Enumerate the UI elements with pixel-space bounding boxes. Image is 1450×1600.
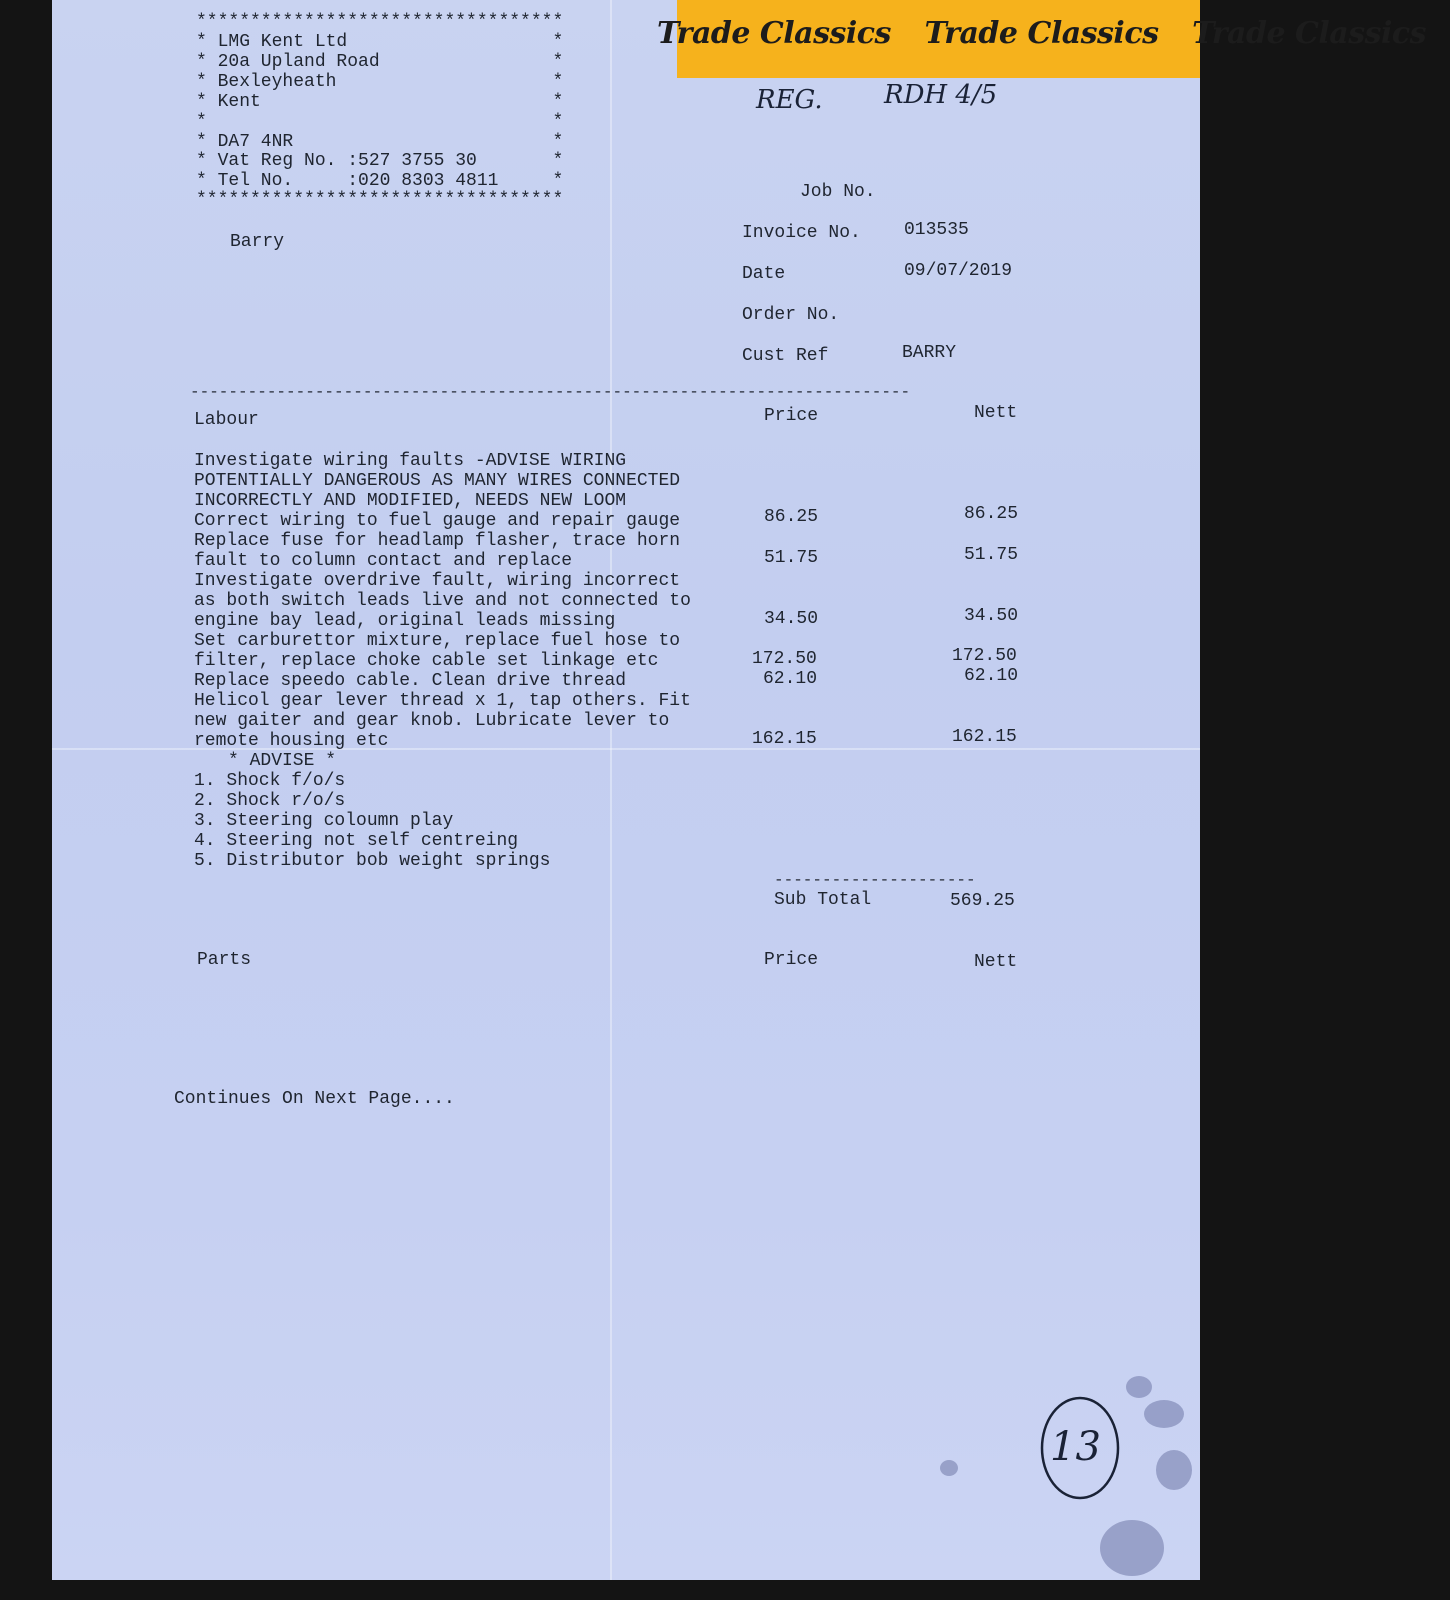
labour-nett-header: Nett (974, 403, 1018, 423)
smudge (1126, 1376, 1152, 1398)
smudge (1156, 1450, 1192, 1490)
labour-nett: 162.15 (952, 727, 1017, 747)
header-separator: --------------------------------------------------------------------------- (190, 383, 911, 401)
company-name-line: * LMG Kent Ltd * (196, 32, 564, 52)
labour-line: new gaiter and gear knob. Lubricate lever to (194, 711, 670, 731)
labour-line: remote housing etc (194, 731, 389, 751)
continues-note: Continues On Next Page.... (174, 1089, 455, 1109)
fold-crease-vertical (610, 0, 612, 1580)
labour-price: 162.15 (752, 729, 817, 749)
subtotal-rule: --------------------- (774, 871, 976, 889)
advise-item: 2. Shock r/o/s (194, 791, 346, 811)
company-tel-line: * Tel No. :020 8303 4811 * (196, 171, 564, 191)
company-blank-line: * * (196, 112, 564, 132)
labour-price: 51.75 (764, 548, 819, 568)
subtotal-value: 569.25 (950, 891, 1015, 911)
labour-line: fault to column contact and replace (194, 551, 573, 571)
labour-line: Investigate overdrive fault, wiring incorrect (194, 571, 681, 591)
company-box-bottom-border: ********************************** (196, 190, 564, 210)
invoice-no-label: Invoice No. (742, 223, 861, 243)
advise-heading: * ADVISE * (228, 751, 337, 771)
banner-logo-text: Trade Classics (657, 16, 891, 51)
labour-line: filter, replace choke cable set linkage etc (194, 651, 659, 671)
labour-nett: 62.10 (964, 666, 1019, 686)
invoice-no-value: 013535 (904, 220, 969, 240)
banner-logo-text: Trade Classics (924, 16, 1159, 51)
cust-ref-value: BARRY (902, 343, 957, 363)
labour-line: POTENTIALLY DANGEROUS AS MANY WIRES CONNECTED (194, 471, 681, 491)
labour-nett: 34.50 (964, 606, 1019, 626)
date-label: Date (742, 264, 786, 284)
subtotal-label: Sub Total (774, 890, 872, 910)
labour-price: 172.50 (752, 649, 817, 669)
labour-line: Helicol gear lever thread x 1, tap others. Fit (194, 691, 691, 711)
handwritten-reg-value: RDH 4/5 (884, 80, 998, 110)
parts-heading: Parts (197, 950, 252, 970)
labour-heading: Labour (194, 410, 259, 430)
company-town-line: * Bexleyheath * (196, 72, 564, 92)
parts-price-header: Price (764, 950, 819, 970)
labour-line: as both switch leads live and not connected to (194, 591, 691, 611)
handwritten-reg-label: REG. (756, 85, 823, 115)
invoice-paper (52, 0, 1200, 1580)
customer-name: Barry (230, 232, 285, 252)
labour-price: 34.50 (764, 609, 819, 629)
trade-classics-banner (657, 0, 1427, 78)
labour-line: Correct wiring to fuel gauge and repair gauge (194, 511, 681, 531)
advise-item: 5. Distributor bob weight springs (194, 851, 551, 871)
labour-nett: 86.25 (964, 504, 1019, 524)
banner-logo-text: Trade Classics (1192, 16, 1427, 51)
smudge (1144, 1400, 1184, 1428)
smudge (940, 1460, 958, 1476)
company-postcode-line: * DA7 4NR * (196, 132, 564, 152)
job-no-label: Job No. (800, 182, 876, 202)
labour-line: Investigate wiring faults -ADVISE WIRING (194, 451, 627, 471)
date-value: 09/07/2019 (904, 261, 1013, 281)
company-box-top-border: ********************************** (196, 12, 564, 32)
smudge (1100, 1520, 1164, 1576)
advise-item: 4. Steering not self centreing (194, 831, 519, 851)
labour-nett: 51.75 (964, 545, 1019, 565)
labour-line: engine bay lead, original leads missing (194, 611, 616, 631)
labour-line: INCORRECTLY AND MODIFIED, NEEDS NEW LOOM (194, 491, 627, 511)
labour-price-header: Price (764, 406, 819, 426)
labour-line: Set carburettor mixture, replace fuel hose to (194, 631, 681, 651)
company-county-line: * Kent * (196, 92, 564, 112)
advise-item: 3. Steering coloumn play (194, 811, 454, 831)
labour-price: 62.10 (763, 669, 818, 689)
handwritten-page-number: 13 (1050, 1424, 1101, 1470)
advise-item: 1. Shock f/o/s (194, 771, 346, 791)
cust-ref-label: Cust Ref (742, 346, 829, 366)
labour-line: Replace speedo cable. Clean drive thread (194, 671, 627, 691)
parts-nett-header: Nett (974, 952, 1018, 972)
labour-line: Replace fuse for headlamp flasher, trace horn (194, 531, 681, 551)
labour-nett: 172.50 (952, 646, 1017, 666)
order-no-label: Order No. (742, 305, 840, 325)
company-street-line: * 20a Upland Road * (196, 52, 564, 72)
company-vat-line: * Vat Reg No. :527 3755 30 * (196, 151, 564, 171)
labour-price: 86.25 (764, 507, 819, 527)
